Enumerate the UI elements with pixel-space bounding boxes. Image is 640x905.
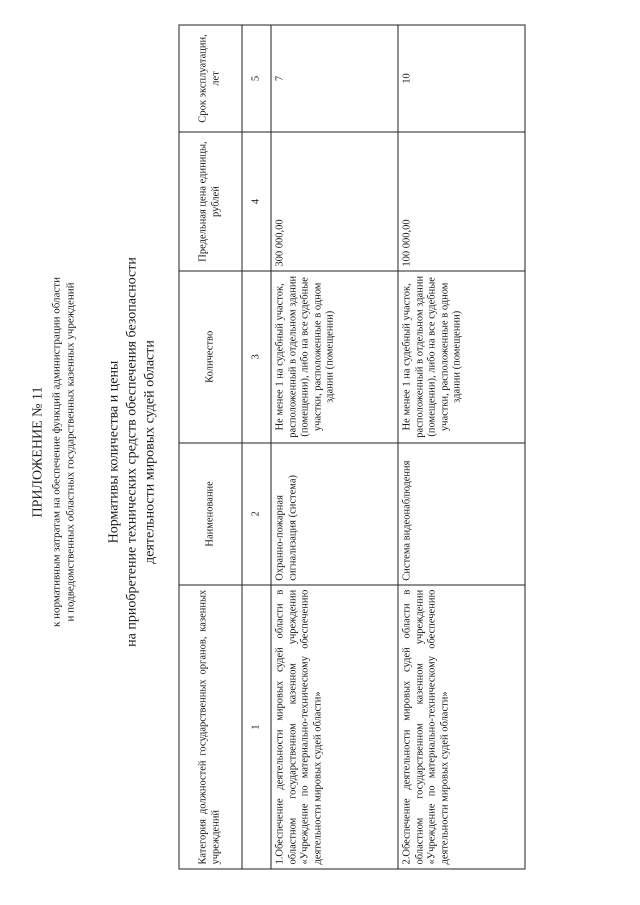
table-header-row [179, 25, 242, 869]
table-row [398, 25, 525, 869]
cell-category: 2.Обеспечение деятельности мировых судей области в областном государственном казенном учреждении «Учреждение по материально-техническому обеспечению деятельности мировых судей области» [398, 585, 525, 869]
column-number: 5 [242, 25, 271, 132]
document-title-line-2: на приобретение технических средств обеспечения безопасности [124, 257, 140, 647]
cell-term: 10 [398, 25, 525, 132]
cell-name: Охранно-пожарная сигнализация (система) [271, 443, 398, 586]
cell-price: 100 000,00 [398, 132, 525, 271]
column-number: 1 [242, 585, 271, 869]
norms-table [179, 25, 526, 870]
rotated-content [21, 20, 621, 885]
header-quantity: Количество [179, 271, 242, 442]
appendix-subtitle-line-2: и подведомственных областных государственных казенных учреждений [64, 282, 77, 622]
header-term: Срок эксплуатации, лет [179, 25, 242, 132]
appendix-subtitle-line-1: к нормативным затратам на обеспечение функций администрации области [50, 277, 63, 627]
cell-quantity: Не менее 1 на судебный участок, расположенный в отдельном здании (помещении), либо на все судебные участки, расположенные в одном здании (помещении) [398, 271, 525, 442]
cell-price: 300 000,00 [271, 132, 398, 271]
header-price: Предельная цена единицы, рублей [179, 132, 242, 271]
header-category: Категория должностей государственных органов, казенных учреждений [179, 585, 242, 869]
column-number: 2 [242, 443, 271, 586]
cell-name: Система видеонаблюдения [398, 443, 525, 586]
document-title-line-1: Нормативы количества и цены [106, 360, 122, 544]
column-number: 4 [242, 132, 271, 271]
column-number: 3 [242, 271, 271, 442]
column-number-row [242, 25, 271, 869]
table-row [271, 25, 398, 869]
document-title-line-3: деятельности мировых судей области [142, 340, 158, 564]
header-name: Наименование [179, 443, 242, 586]
cell-category: 1.Обеспечение деятельности мировых судей области в областном государственном казенном учреждении «Учреждение по материально-техническому обеспечению деятельности мировых судей области» [271, 585, 398, 869]
cell-term: 7 [271, 25, 398, 132]
appendix-title: ПРИЛОЖЕНИЕ № 11 [30, 386, 46, 518]
cell-quantity: Не менее 1 на судебный участок, расположенный в отдельном здании (помещении), либо на все судебные участки, расположенные в одном здании (помещении) [271, 271, 398, 442]
